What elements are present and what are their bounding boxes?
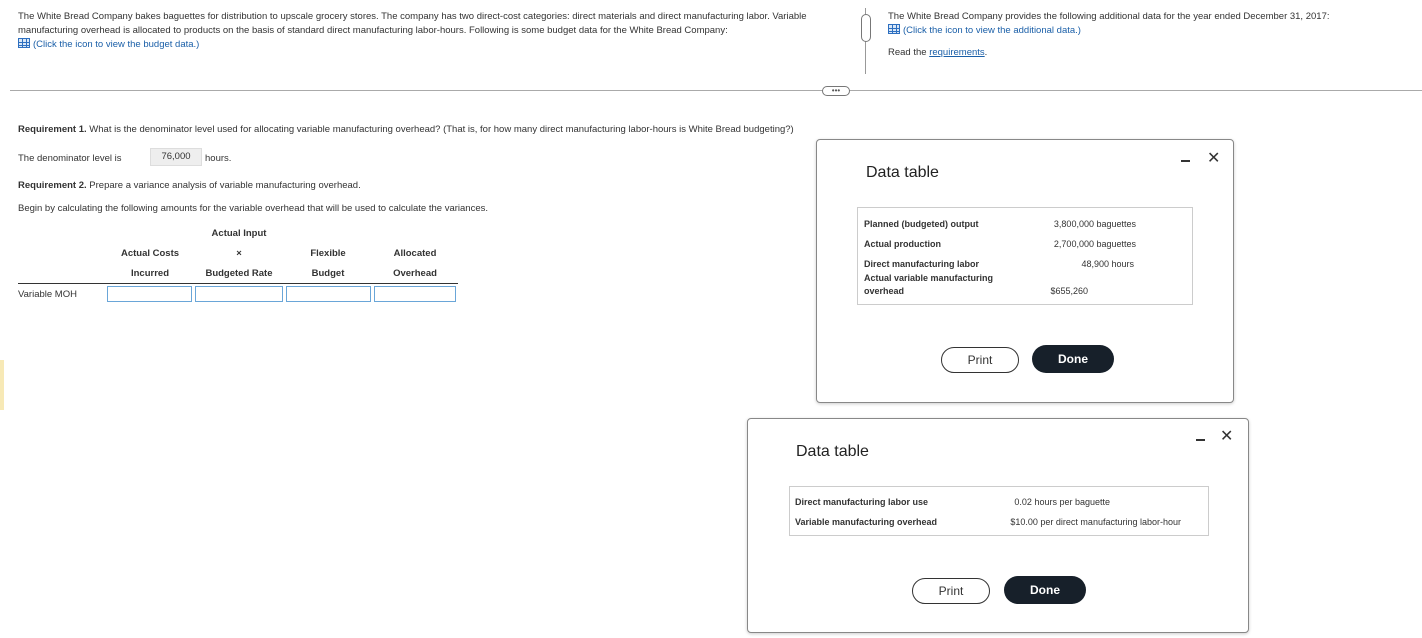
budget-data-link-text: (Click the icon to view the budget data.) [33, 39, 200, 50]
table-row-label: Planned (budgeted) output [864, 219, 979, 229]
modal-title: Data table [866, 164, 939, 181]
additional-paragraph: The White Bread Company provides the following additional data for the year ended December 31, 2017: [888, 11, 1330, 22]
close-icon[interactable]: ✕ [1220, 428, 1234, 445]
additional-data-text [888, 10, 1408, 60]
table-icon [888, 24, 900, 34]
modal-title: Data table [796, 443, 869, 460]
col2-header-times: × [236, 248, 242, 259]
actual-costs-input[interactable] [107, 286, 192, 302]
col1-header-line2: Incurred [130, 268, 169, 279]
additional-data-link[interactable] [888, 25, 1081, 36]
denominator-prefix: The denominator level is [18, 153, 122, 164]
flexible-budget-input[interactable] [286, 286, 371, 302]
close-icon[interactable]: ✕ [1207, 150, 1221, 167]
table-header-rule [18, 283, 458, 284]
table-row-label-cont: overhead [864, 286, 905, 296]
done-button[interactable]: Done [1032, 345, 1114, 373]
budget-data-link[interactable] [18, 39, 199, 50]
table-row-label: Actual production [864, 239, 941, 249]
denominator-unit: hours. [205, 153, 232, 164]
requirement-1 [18, 124, 794, 135]
data-table-modal-budget [816, 139, 1234, 403]
table-row-value: $10.00 per direct manufacturing labor-hour [1010, 517, 1181, 527]
left-edge-marker [0, 360, 4, 410]
vertical-splitter-handle[interactable] [861, 14, 871, 42]
col3-header-line2: Budget [311, 268, 345, 279]
minimize-icon[interactable] [1181, 160, 1190, 162]
table-row-value: 48,900 hours [1081, 259, 1134, 269]
col2-header-top: Actual Input [211, 228, 267, 239]
done-button[interactable]: Done [1004, 576, 1086, 604]
additional-data-table [789, 486, 1209, 536]
print-button[interactable]: Print [912, 578, 990, 604]
table-icon [18, 38, 30, 48]
table-row-value: 0.02 hours per baguette [1014, 497, 1110, 507]
requirement-1-label: Requirement 1. [18, 124, 87, 135]
col4-header-line2: Overhead [393, 268, 437, 279]
table-row-label: Variable manufacturing overhead [795, 517, 938, 527]
additional-data-link-text: (Click the icon to view the additional data.) [903, 25, 1081, 36]
horizontal-divider [10, 90, 1422, 91]
requirement-2-question: Prepare a variance analysis of variable manufacturing overhead. [86, 180, 361, 191]
requirements-link[interactable]: requirements [929, 47, 985, 58]
minimize-icon[interactable] [1196, 439, 1205, 441]
data-table-modal-additional [747, 418, 1249, 633]
intro-paragraph: The White Bread Company bakes baguettes for distribution to upscale grocery stores. The company has two direct-cost categories: direct materials and direct manufacturing labor. Variable manufacturing overhead is allocated to products on the basis of standard direct manufacturing labor-hours. Following is some budget data for the White Bread Company: [18, 11, 807, 36]
actual-input-budgeted-rate-input[interactable] [195, 286, 283, 302]
budget-data-table [857, 207, 1193, 305]
row-label-variable-moh: Variable MOH [18, 289, 77, 300]
intro-text [18, 10, 848, 52]
col1-header-line1: Actual Costs [120, 248, 180, 259]
table-row-label: Actual variable manufacturing [864, 273, 994, 283]
requirement-1-question: What is the denominator level used for allocating variable manufacturing overhead? (That is, for how many direct manufacturing labor-hours is White Bread budgeting?) [86, 124, 794, 135]
read-prefix: Read the [888, 47, 930, 58]
requirement-2 [18, 180, 361, 191]
table-row-value: $655,260 [1050, 286, 1088, 296]
requirement-2-instruction: Begin by calculating the following amounts for the variable overhead that will be used to calculate the variances. [18, 203, 488, 214]
col3-header-line1: Flexible [310, 248, 346, 259]
allocated-overhead-input[interactable] [374, 286, 456, 302]
print-button[interactable]: Print [941, 347, 1019, 373]
denominator-answer[interactable]: 76,000 [150, 148, 202, 166]
table-row-value: 2,700,000 baguettes [1053, 239, 1136, 249]
read-suffix: . [984, 47, 988, 58]
horizontal-splitter-handle[interactable]: ••• [822, 86, 850, 96]
col2-header-line2: Budgeted Rate [205, 268, 273, 279]
col4-header-line1: Allocated [393, 248, 437, 259]
table-row-value: 3,800,000 baguettes [1053, 219, 1136, 229]
requirement-2-label: Requirement 2. [18, 180, 87, 191]
table-row-label: Direct manufacturing labor [864, 259, 980, 269]
read-requirements [888, 46, 1408, 60]
table-row-label: Direct manufacturing labor use [795, 497, 929, 507]
